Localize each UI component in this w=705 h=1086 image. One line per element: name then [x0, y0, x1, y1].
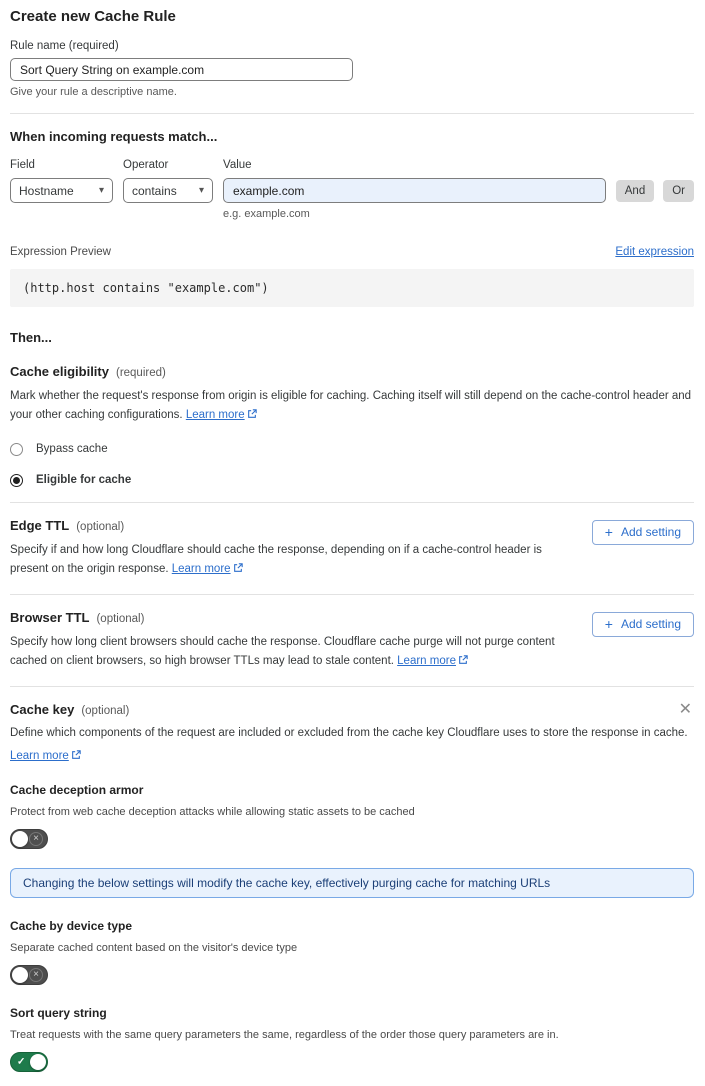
value-label: Value [223, 159, 252, 171]
cache-by-device-type-title: Cache by device type [10, 918, 133, 933]
external-link-icon [71, 750, 81, 760]
cache-deception-armor-group [10, 783, 694, 849]
learn-more-text: Learn more [397, 654, 456, 667]
rule-name-input[interactable] [10, 58, 353, 81]
cache-key-description: Define which components of the request are included or excluded from the cache key Cloudflare uses to store the response in cache. [10, 726, 688, 739]
learn-more-link[interactable] [172, 563, 243, 575]
cache-by-device-type-group [10, 919, 694, 985]
edge-ttl-section [10, 518, 694, 579]
expression-preview-label: Expression Preview [10, 246, 111, 258]
cache-key-warning-banner: Changing the below settings will modify the cache key, effectively purging cache for matching URLs [10, 868, 694, 898]
plus-icon: + [604, 524, 613, 541]
learn-more-link[interactable] [186, 409, 257, 421]
description-text: Mark whether the request's response from origin is eligible for caching. Caching itself will still depend on the cache-control header and your other caching configurations. [10, 390, 692, 421]
field-select[interactable] [10, 178, 113, 203]
field-select-value: Hostname [19, 183, 74, 198]
field-column [10, 159, 113, 220]
cache-eligibility-description [10, 387, 694, 425]
edge-ttl-description [10, 541, 570, 579]
match-row [10, 159, 694, 220]
radio-label: Bypass cache [36, 443, 108, 456]
external-link-icon [233, 563, 243, 573]
sort-query-string-group [10, 1006, 694, 1072]
cache-by-device-type-description: Separate cached content based on the visitor's device type [10, 941, 298, 954]
radio-label: Eligible for cache [36, 474, 132, 487]
learn-more-text: Learn more [10, 749, 69, 762]
cache-by-device-type-toggle[interactable] [10, 965, 48, 985]
then-heading: Then... [10, 330, 52, 345]
boolean-buttons [616, 159, 694, 220]
expression-code: (http.host contains "example.com") [10, 269, 694, 307]
learn-more-link[interactable] [10, 750, 81, 762]
plus-icon: + [604, 616, 613, 633]
sort-query-string-description: Treat requests with the same query parameters the same, regardless of the order those query parameters are in. [10, 1028, 559, 1041]
cache-deception-armor-toggle[interactable] [10, 829, 48, 849]
description-text: Specify if and how long Cloudflare should cache the response, depending on if a cache-control header is present on the origin response. [10, 543, 542, 575]
description-text: Specify how long client browsers should cache the response. Cloudflare cache purge will not purge content cached on client browsers, so high browser TTLs may lead to stale content. [10, 635, 555, 667]
cache-deception-armor-description: Protect from web cache deception attacks while allowing static assets to be cached [10, 805, 415, 818]
match-heading: When incoming requests match... [10, 129, 218, 144]
sort-query-string-toggle[interactable] [10, 1052, 48, 1072]
value-input[interactable] [223, 178, 606, 203]
field-label: Field [10, 159, 35, 171]
external-link-icon [458, 655, 468, 665]
radio-icon[interactable] [10, 443, 23, 456]
value-helper: e.g. example.com [223, 208, 310, 220]
chevron-down-icon: ▾ [198, 185, 204, 196]
value-column [223, 159, 606, 220]
browser-ttl-section [10, 610, 694, 671]
optional-tag: (optional) [81, 704, 130, 717]
learn-more-text: Learn more [185, 408, 245, 421]
operator-column [123, 159, 213, 220]
chevron-down-icon: ▾ [98, 185, 104, 196]
add-setting-label: Add setting [620, 525, 681, 540]
radio-option-eligible-for-cache[interactable] [10, 474, 694, 487]
sort-query-string-title: Sort query string [10, 1005, 107, 1020]
page-title: Create new Cache Rule [10, 8, 176, 25]
browser-ttl-title: Browser TTL [10, 609, 90, 625]
or-button[interactable]: Or [663, 180, 694, 202]
learn-more-link[interactable] [397, 655, 468, 667]
toggle-knob [30, 1054, 46, 1070]
learn-more-text: Learn more [171, 562, 231, 575]
match-section [10, 129, 694, 220]
divider [10, 502, 694, 503]
radio-icon[interactable] [10, 474, 23, 487]
and-button[interactable]: And [616, 180, 654, 202]
cache-eligibility-section [10, 364, 694, 487]
rule-name-helper: Give your rule a descriptive name. [10, 86, 177, 98]
edge-ttl-add-setting-button[interactable] [592, 520, 694, 545]
cache-eligibility-title-row [10, 364, 694, 379]
add-setting-label: Add setting [620, 617, 681, 632]
browser-ttl-description [10, 633, 570, 671]
cache-key-section [10, 702, 694, 1072]
edge-ttl-title: Edge TTL [10, 517, 70, 533]
toggle-knob [12, 831, 28, 847]
browser-ttl-text [10, 610, 570, 671]
browser-ttl-add-setting-button[interactable] [592, 612, 694, 637]
edge-ttl-text [10, 518, 570, 579]
divider [10, 113, 694, 114]
divider [10, 686, 694, 687]
close-icon[interactable]: ✕ [678, 700, 692, 718]
operator-select[interactable] [123, 178, 213, 203]
optional-tag: (optional) [76, 520, 125, 533]
required-tag: (required) [115, 367, 166, 379]
edit-expression-link[interactable]: Edit expression [615, 246, 694, 258]
operator-label: Operator [123, 159, 169, 171]
operator-select-value: contains [132, 183, 177, 198]
radio-option-bypass-cache[interactable] [10, 443, 694, 456]
rule-name-group [10, 40, 694, 98]
cache-eligibility-title: Cache eligibility [10, 364, 109, 379]
expression-header [10, 246, 694, 258]
optional-tag: (optional) [96, 612, 145, 625]
toggle-knob [12, 967, 28, 983]
rule-name-label: Rule name (required) [10, 40, 119, 52]
divider [10, 594, 694, 595]
cache-deception-armor-title: Cache deception armor [10, 782, 144, 797]
external-link-icon [247, 409, 257, 419]
cache-key-header [10, 702, 694, 718]
cache-key-title: Cache key [10, 701, 75, 717]
